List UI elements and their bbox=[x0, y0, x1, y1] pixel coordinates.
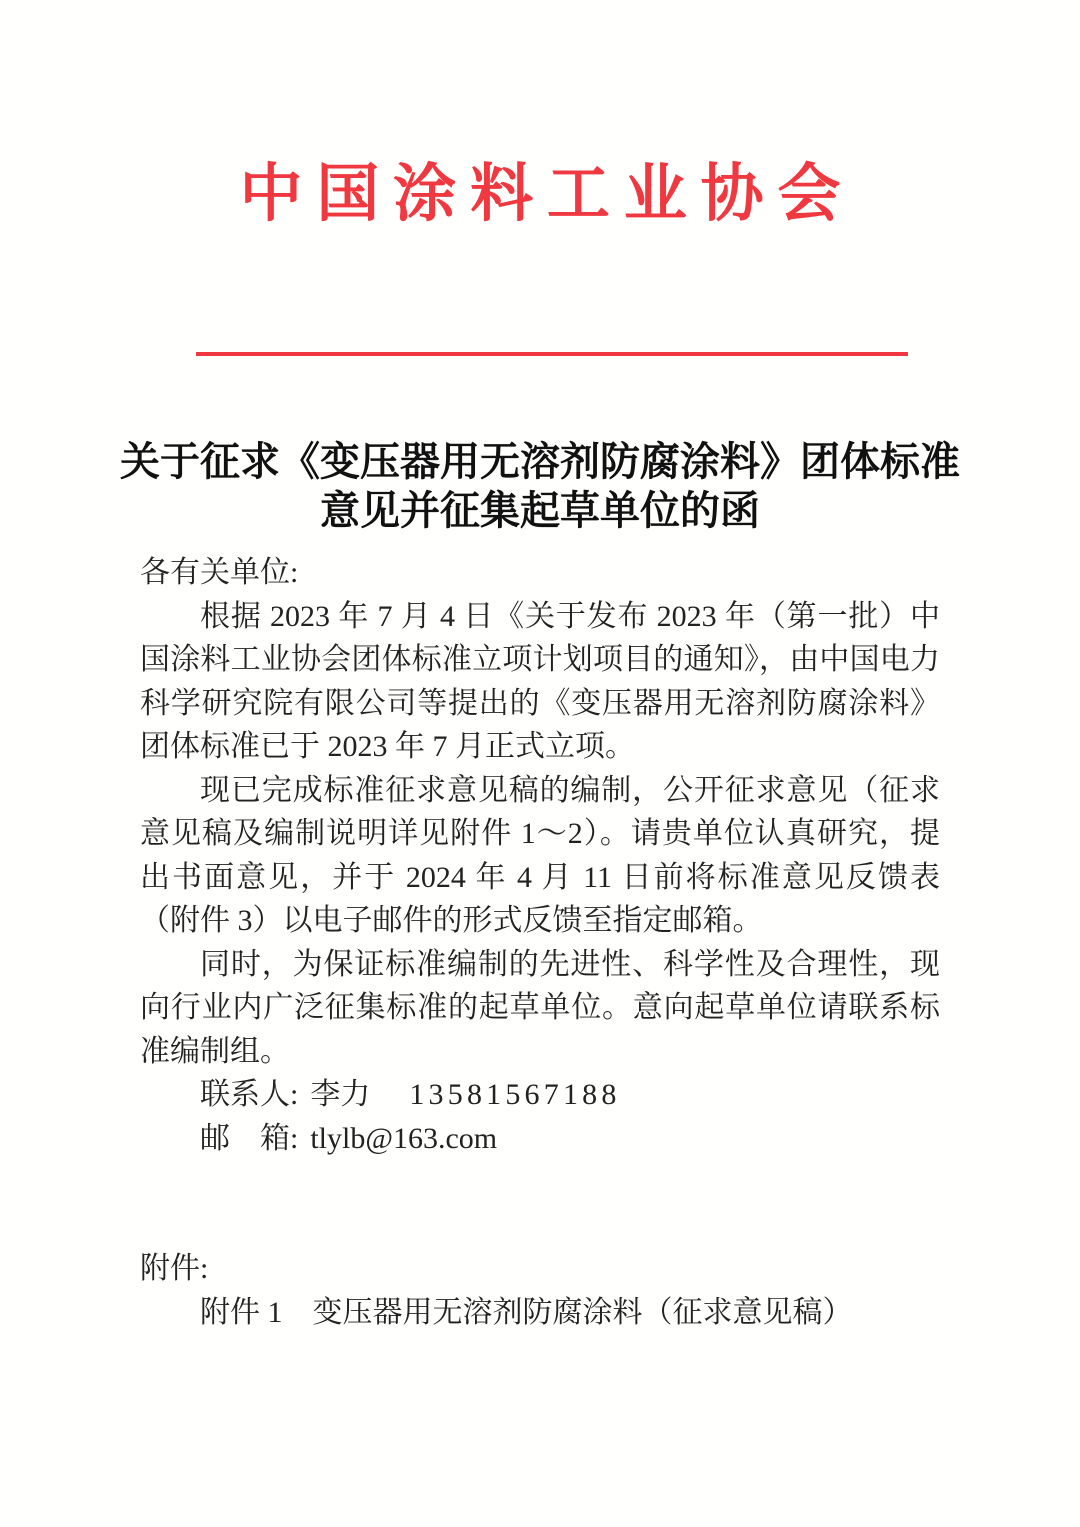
contact-person-name: 李力 bbox=[310, 1078, 371, 1111]
document-title bbox=[70, 437, 1010, 535]
contact-email-line bbox=[140, 1117, 940, 1161]
contact-person-line bbox=[140, 1073, 940, 1117]
attachments-heading: 附件: bbox=[140, 1252, 209, 1285]
header-divider-line bbox=[196, 352, 908, 356]
salutation: 各有关单位: bbox=[140, 556, 299, 589]
attachments-section bbox=[140, 1247, 940, 1334]
letter-body bbox=[140, 551, 940, 1160]
contact-email-label: 邮 箱: bbox=[200, 1121, 299, 1155]
contact-person-label: 联系人: bbox=[200, 1078, 299, 1111]
contact-email-address: tlylb@163.com bbox=[310, 1121, 498, 1155]
document-title-line2: 意见并征集起草单位的函 bbox=[320, 488, 760, 533]
document-title-line1: 关于征求《变压器用无溶剂防腐涂料》团体标准 bbox=[120, 439, 960, 484]
org-name-header: 中国涂料工业协会 bbox=[239, 159, 855, 229]
contact-phone-number: 13581567188 bbox=[409, 1078, 621, 1111]
paragraph-drafting-units: 同时，为保证标准编制的先进性、科学性及合理性，现向行业内广泛征集标准的起草单位。意向起草单位请联系标准编制组。 bbox=[140, 947, 940, 1068]
paragraph-comment-request: 现已完成标准征求意见稿的编制，公开征求意见（征求意见稿及编制说明详见附件 1～2）。请贵单位认真研究，提出书面意见，并于 2024 年 4 月 11 日前将标准意见反馈表（附件 3）以电子邮件的形式反馈至指定邮箱。 bbox=[140, 773, 940, 937]
paragraph-project-approval: 根据 2023 年 7 月 4 日《关于发布 2023 年（第一批）中国涂料工业协会团体标准立项计划项目的通知》，由中国电力科学研究院有限公司等提出的《变压器用无溶剂防腐涂料》团体标准已于 2023 年 7 月正式立项。 bbox=[140, 599, 940, 763]
attachment-item-1: 附件 1 变压器用无溶剂防腐涂料（征求意见稿） bbox=[200, 1295, 853, 1329]
